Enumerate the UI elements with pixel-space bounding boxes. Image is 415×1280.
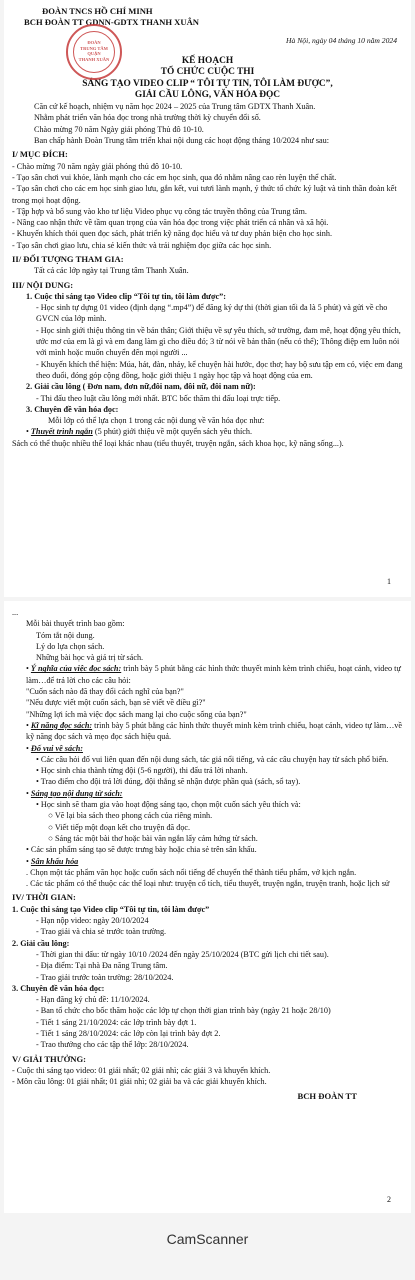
option-e: • Sáng tạo nội dung từ sách: bbox=[26, 788, 123, 798]
creative-item: ○ Viết tiếp một đoạn kết cho truyện đã đọc. bbox=[48, 822, 191, 832]
presentation-part: Những bài học và giá trị từ sách. bbox=[36, 653, 144, 663]
document-page-1 bbox=[4, 0, 411, 597]
quiz-item: • Học sinh chia thành từng đội (5-6 người), thi đấu trả lời nhanh. bbox=[36, 766, 248, 776]
content-1-title: 1. Cuộc thi sáng tạo Video clip “Tôi tự tin, tôi làm được”: bbox=[26, 291, 226, 301]
staging-text: . Chọn một tác phẩm văn học hoặc cuốn sách nổi tiếng để chuyển thể thành tiểu phẩm, vở kịch ngắn. bbox=[26, 867, 357, 877]
purpose-item: - Chào mừng 70 năm ngày giải phóng thủ đô 10-10. bbox=[12, 161, 183, 171]
org-line-2: BCH ĐOÀN TT GDNN-GDTX THANH XUÂN bbox=[24, 17, 199, 27]
purpose-item: - Khuyến khích thói quen đọc sách, phát triển kỹ năng đọc hiểu và tư duy phản biện cho học sinh. bbox=[12, 229, 333, 239]
staging-genres: . Các tác phẩm có thể thuộc các thể loại như: truyện cổ tích, tiểu thuyết, truyện ngắn, truyện tranh, hoặc lịch sử bbox=[26, 879, 390, 889]
presentation-part: Tóm tắt nội dung. bbox=[36, 630, 95, 640]
document-date: Hà Nội, ngày 04 tháng 10 năm 2024 bbox=[286, 36, 397, 45]
award-item: - Môn cầu lông: 01 giải nhất; 01 giải nhì; 02 giải ba và các giải khuyến khích. bbox=[12, 1077, 267, 1087]
time-2-item: - Trao giải trước toàn trường: 28/10/2024. bbox=[36, 972, 174, 982]
page-2-top-dots: ... bbox=[12, 608, 19, 617]
intro-basis: Căn cứ kế hoạch, nhiệm vụ năm học 2024 – 2025 của Trung tâm GDTX Thanh Xuân. bbox=[34, 102, 316, 112]
option-b: • Ý nghĩa của việc đọc sách: trình bày 5 phút bằng các hình thức thuyết minh kèm trình chiếu, hoạt cảnh, video tự làm…để trả lời cho các câu hỏi: bbox=[26, 664, 401, 685]
page-number-2: 2 bbox=[387, 1195, 391, 1204]
participants-text: Tất cả các lớp ngày tại Trung tâm Thanh Xuân. bbox=[34, 266, 189, 276]
content-3-text: Mỗi lớp có thể lựa chọn 1 trong các nội dung về văn hóa đọc như: bbox=[48, 416, 265, 426]
page-number-1: 1 bbox=[387, 577, 391, 586]
time-3-item: - Ban tổ chức cho bốc thăm hoặc các lớp tự chọn thời gian trình bày (ngày 21 hoặc 28/10) bbox=[36, 1006, 331, 1016]
option-a-detail: Sách có thể thuộc nhiều thể loại khác nhau (tiểu thuyết, truyện ngắn, sách khoa học, kỹ năng sống...). bbox=[12, 438, 344, 448]
creative-item: ○ Vẽ lại bìa sách theo phong cách của riêng mình. bbox=[48, 811, 213, 821]
intro-plan: Ban chấp hành Đoàn Trung tâm triển khai nội dung các hoạt động tháng 10/2024 như sau: bbox=[34, 136, 330, 146]
purpose-item: - Nâng cao nhận thức về tầm quan trọng của văn hóa đọc trong việc phát triển cá nhân và xã hội. bbox=[12, 218, 329, 228]
document-header bbox=[12, 6, 403, 62]
document-title: KẾ HOẠCH TỔ CHỨC CUỘC THI SÁNG TẠO VIDEO CLIP “ TÔI TỰ TIN, TÔI LÀM ĐƯỢC”, GIẢI CẦU LÔNG, VĂN HÓA ĐỌC bbox=[82, 56, 333, 100]
creative-display: • Các sản phẩm sáng tạo sẽ được trưng bày hoặc chia sẻ trên sân khấu. bbox=[26, 845, 257, 855]
purpose-item: - Tạo sân chơi giao lưu, chia sẻ kiến thức và trải nghiệm đọc giữa các học sinh. bbox=[12, 240, 272, 250]
option-d: • Đố vui về sách: bbox=[26, 743, 83, 753]
award-item: - Cuộc thi sáng tạo video: 01 giải nhất; 02 giải nhì; các giải 3 và khuyến khích. bbox=[12, 1065, 271, 1075]
section-3-heading: III/ NỘI DUNG: bbox=[12, 279, 74, 290]
time-3-item: - Trao thưởng cho các tập thể lớp: 28/10/2024. bbox=[36, 1040, 189, 1050]
time-1-item: - Trao giải và chia sẻ trước toàn trường. bbox=[36, 927, 167, 937]
time-1-item: - Hạn nộp video: ngày 20/10/2024 bbox=[36, 916, 149, 926]
intro-purpose: Nhằm phát triển văn hóa đọc trong nhà trường thời kỳ chuyển đổi số. bbox=[34, 113, 261, 123]
org-line-1: ĐOÀN TNCS HỒ CHÍ MINH bbox=[42, 6, 153, 16]
time-3-item: - Hạn đăng ký chủ đề: 11/10/2024. bbox=[36, 995, 150, 1005]
question-item: "Những lợi ích mà việc đọc sách mang lại cho cuộc sống của bạn?" bbox=[26, 709, 247, 719]
section-2-heading: II/ ĐỐI TƯỢNG THAM GIA: bbox=[12, 253, 124, 264]
time-3-item: - Tiết 1 sáng 28/10/2024: các lớp còn lại trình bày đợt 2. bbox=[36, 1028, 221, 1038]
intro-celebrate: Chào mừng 70 năm Ngày giải phóng Thủ đô 10-10. bbox=[34, 124, 204, 134]
question-item: "Nếu được viết một cuốn sách, bạn sẽ viết về điều gì?" bbox=[26, 698, 206, 708]
time-2-item: - Địa điểm: Tại nhà Đa năng Trung tâm. bbox=[36, 961, 168, 971]
content-1-item: - Học sinh tự dựng 01 video (định dạng “.mp4”) để đăng ký dự thi (thời gian tối đa là 5 phút) và gửi về cho GVCN của lớp mình. bbox=[36, 303, 388, 324]
question-item: "Cuốn sách nào đã thay đổi cách nghĩ của bạn?" bbox=[26, 687, 184, 697]
option-c: • Kĩ năng đọc sách: trình bày 5 phút bằng các hình thức thuyết minh kèm trình chiếu, hoạt cảnh, video tự làm…về kỹ năng đọc sách và mẹo đọc sách hiệu quả. bbox=[26, 720, 403, 742]
signature-block: BCH ĐOÀN TT bbox=[297, 1091, 357, 1102]
content-2-title: 2. Giải cầu lông ( Đơn nam, đơn nữ,đôi nam, đôi nữ, đôi nam nữ): bbox=[26, 382, 256, 392]
option-a: • Thuyết trình ngắn (5 phút) giới thiệu về một quyển sách yêu thích. bbox=[26, 427, 252, 437]
purpose-item: - Tạo sân chơi cho các em học sinh giao lưu, gắn kết, vui tươi lành mạnh, ý thức tổ chức kỷ luật và tinh thần đoàn kết trong mọi hoạt động. bbox=[12, 184, 397, 205]
content-2-text: - Thi đấu theo luật cầu lông mới nhất. BTC bốc thăm thi đấu loại trực tiếp. bbox=[36, 393, 281, 403]
section-1-heading: I/ MỤC ĐÍCH: bbox=[12, 149, 68, 160]
content-1-item: - Học sinh giới thiệu thông tin về bản thân; Giới thiệu về sự yêu thích, sở trường, đam mê, hoạt động yêu thích, ước mơ của em là gì và em đang làm gì cho điều đó; 3 từ nói về bản thân (nếu có thể); Thông điệp em luôn nói với mình hoặc muốn chuyển đến mọi người ... bbox=[36, 325, 401, 358]
content-3-title: 3. Chuyên đề văn hóa đọc: bbox=[26, 404, 119, 414]
purpose-item: - Tập hợp và bổ sung vào kho tư liệu Video phục vụ công tác truyền thông của Trung tâm. bbox=[12, 206, 307, 216]
quiz-item: • Trao điểm cho đội trả lời đúng, đội thắng sẽ nhận được phần quà (sách, sổ tay). bbox=[36, 777, 301, 787]
purpose-item: - Tạo sân chơi vui khỏe, lành mạnh cho các em học sinh, qua đó nhằm nâng cao rèn luyện thể chất. bbox=[12, 172, 337, 182]
option-f: • Sân khấu hóa bbox=[26, 856, 79, 866]
time-2-item: - Thời gian thi đấu: từ ngày 10/10 /2024 đến ngày 25/10/2024 (BTC gửi lịch chi tiết sau). bbox=[36, 949, 329, 959]
time-1-title: 1. Cuộc thi sáng tạo Video clip “Tôi tự tin, tôi làm được” bbox=[12, 904, 210, 914]
time-3-item: - Tiết 1 sáng 21/10/2024: các lớp trình bày đợt 1. bbox=[36, 1017, 197, 1027]
camscanner-watermark: CamScanner bbox=[166, 1231, 249, 1247]
time-2-title: 2. Giải cầu lông: bbox=[12, 938, 70, 948]
creative-item: ○ Sáng tác một bài thơ hoặc bài văn ngắn lấy cảm hứng từ sách. bbox=[48, 833, 258, 843]
quiz-item: • Các câu hỏi đố vui liên quan đến nội dung sách, tác giả nổi tiếng, và các câu chuyện hay từ sách phổ biến. bbox=[36, 754, 389, 764]
scanner-footer bbox=[0, 1213, 415, 1280]
document-page-2 bbox=[4, 601, 411, 1213]
presentation-includes: Mỗi bài thuyết trình bao gồm: bbox=[26, 619, 125, 629]
red-seal-stamp: ĐOÀN TRUNG TÂM QUẬN THANH XUÂN bbox=[66, 24, 122, 80]
creative-intro: • Học sinh sẽ tham gia vào hoạt động sáng tạo, chọn một cuốn sách yêu thích và: bbox=[36, 800, 301, 810]
time-3-title: 3. Chuyên đề văn hóa đọc: bbox=[12, 983, 105, 993]
content-1-item: - Khuyến khích thể hiện: Múa, hát, đàn, nhảy, kể chuyện hài hước, đọc thơ; hay bộ sưu tập em có, việc em đang theo đuổi, đóng góp cộng đồng, hoặc giới thiệu 1 ngày học tập và hoạt động của em. bbox=[36, 359, 403, 380]
presentation-part: Lý do lựa chọn sách. bbox=[36, 641, 105, 651]
section-4-heading: IV/ THỜI GIAN: bbox=[12, 892, 76, 903]
section-5-heading: V/ GIẢI THƯỞNG: bbox=[12, 1053, 87, 1064]
